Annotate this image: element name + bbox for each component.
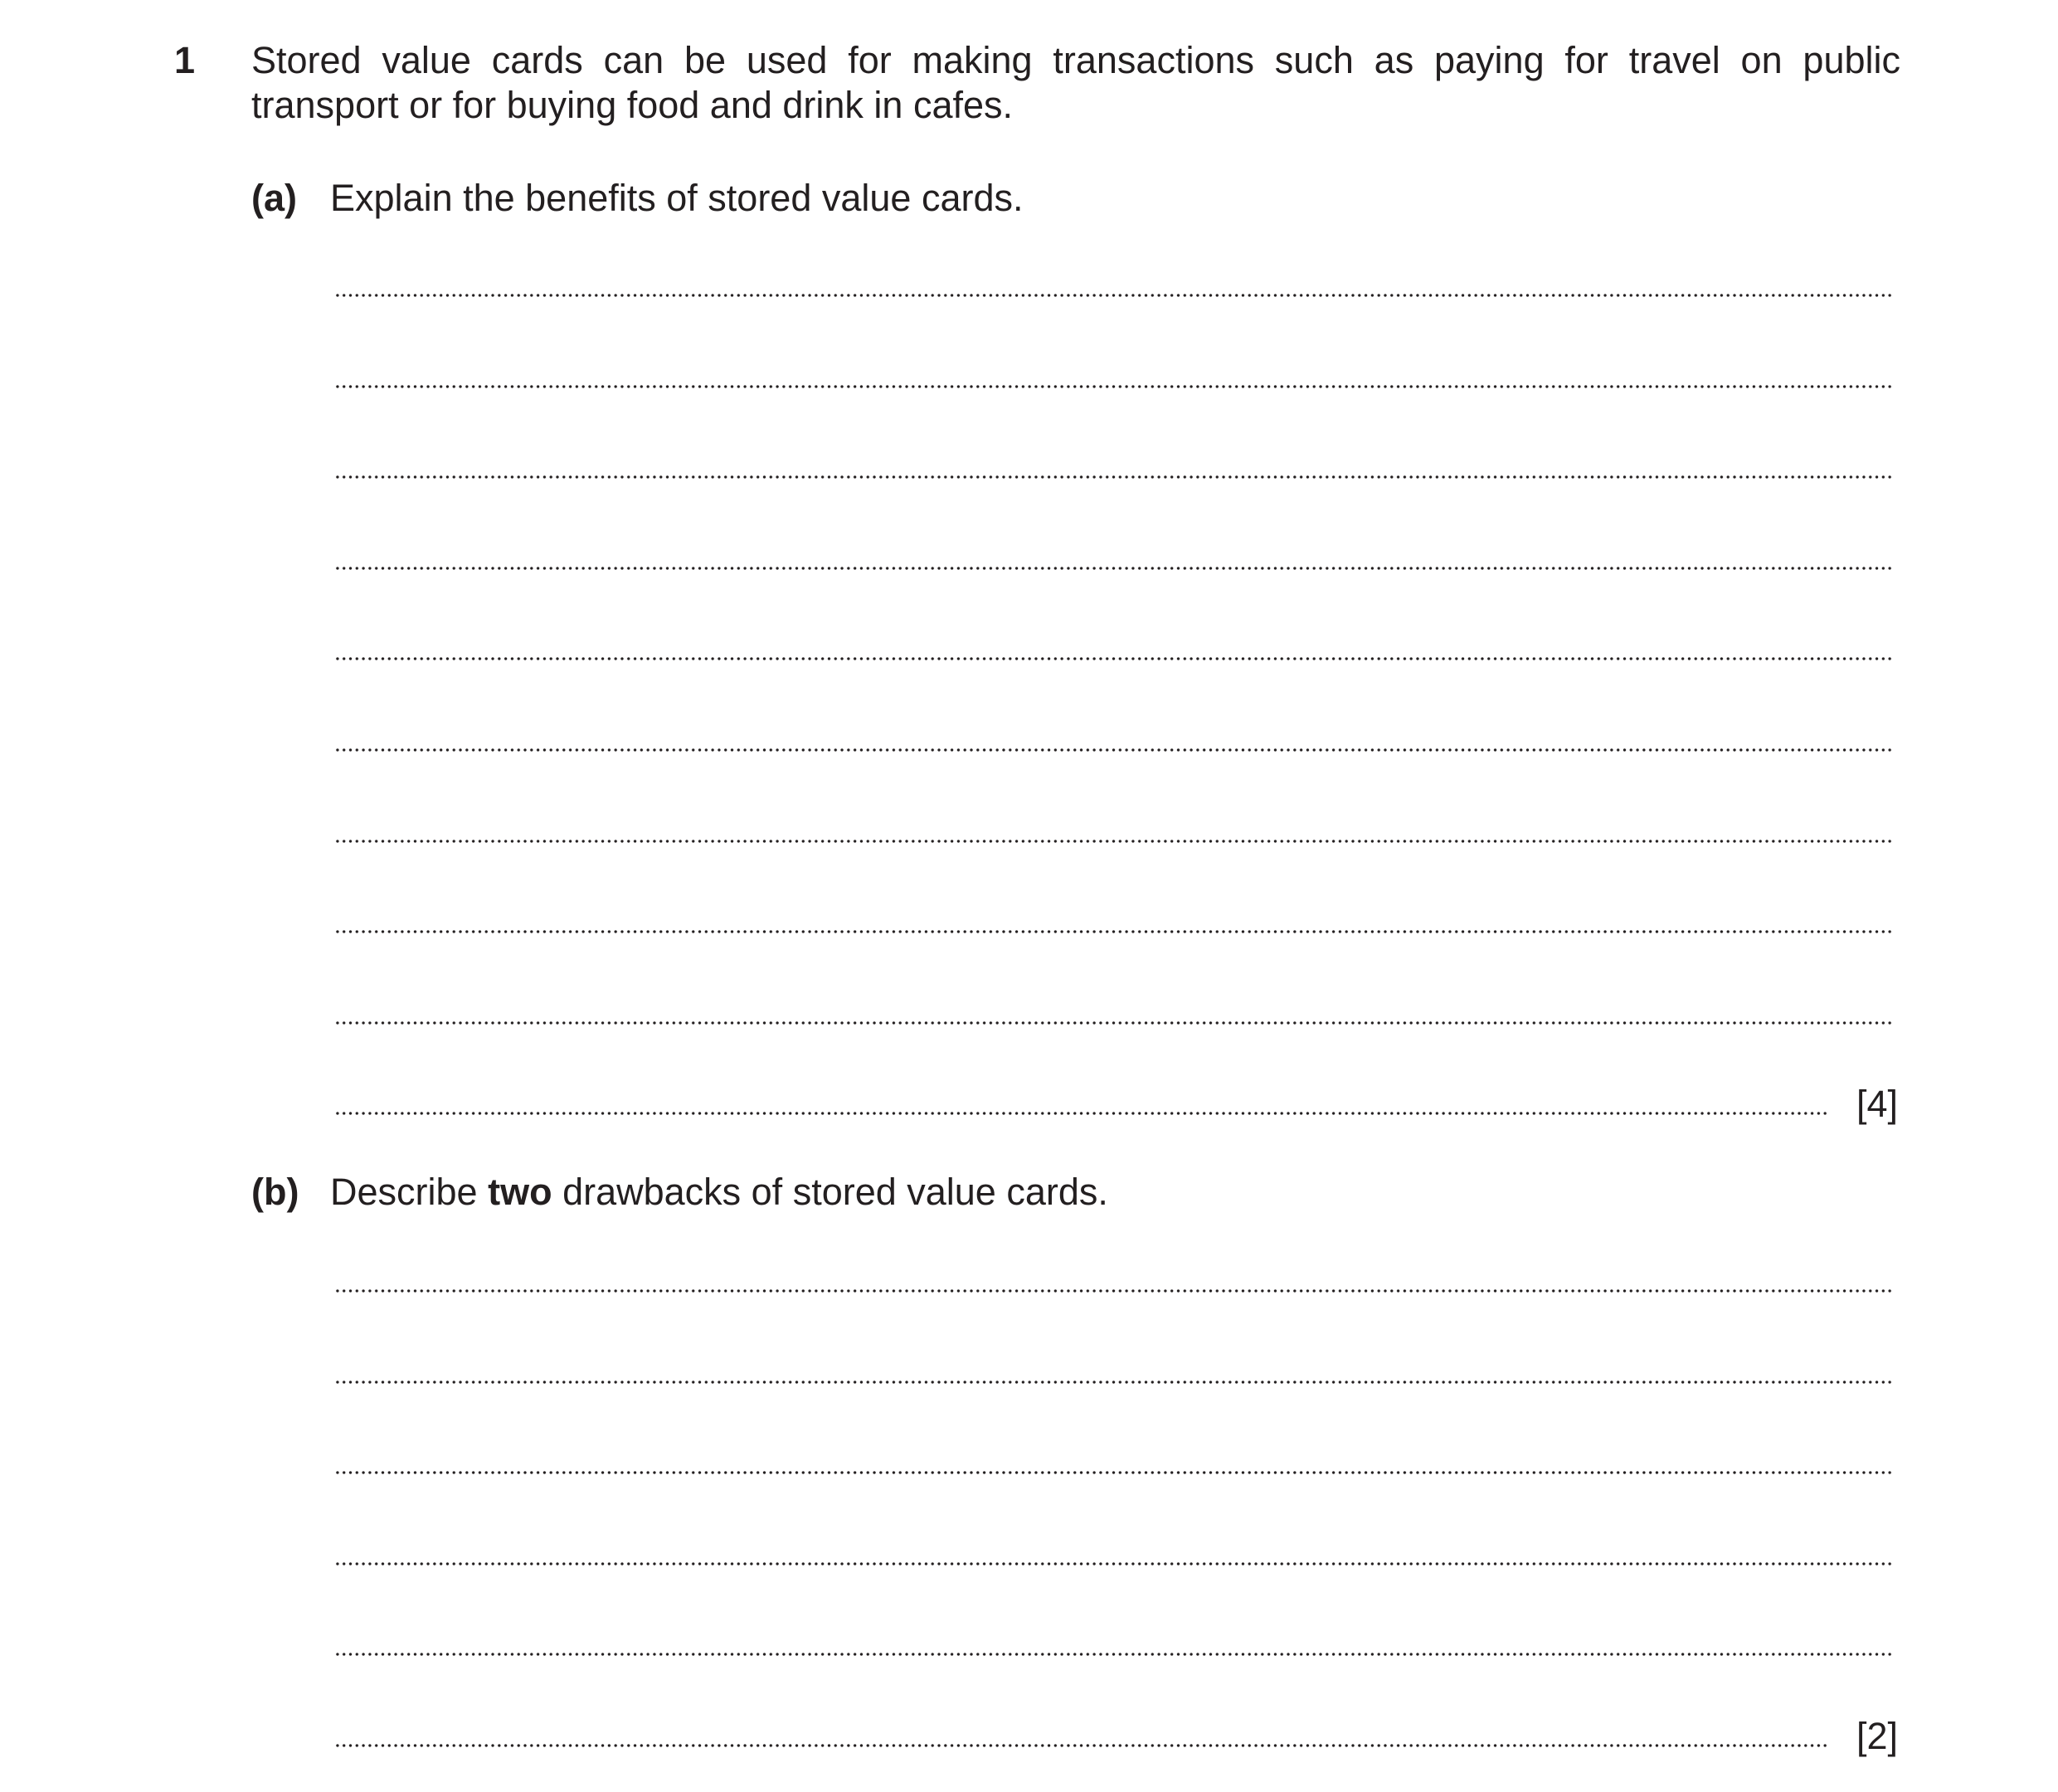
answer-line[interactable] — [334, 1653, 1894, 1656]
answer-line[interactable] — [334, 1562, 1894, 1566]
answer-line[interactable] — [334, 748, 1894, 752]
part-b-marks: [2] — [1856, 1715, 1898, 1757]
answer-line[interactable] — [334, 1471, 1894, 1474]
question-number: 1 — [174, 39, 196, 81]
answer-line[interactable] — [334, 1289, 1894, 1293]
answer-line[interactable] — [334, 1381, 1894, 1384]
part-b-prompt-emphasis: two — [488, 1171, 552, 1213]
answer-line[interactable] — [334, 840, 1894, 843]
answer-line[interactable] — [334, 1744, 1829, 1747]
part-b-prompt-start: Describe — [330, 1171, 489, 1213]
answer-line[interactable] — [334, 930, 1894, 933]
answer-line[interactable] — [334, 385, 1894, 388]
answer-line[interactable] — [334, 1112, 1829, 1115]
answer-line[interactable] — [334, 475, 1894, 479]
answer-line[interactable] — [334, 567, 1894, 570]
question-stem: Stored value cards can be used for making transactions such as paying for travel on public transport or for buying food and drink in cafes. — [251, 39, 1900, 126]
answer-line[interactable] — [334, 294, 1894, 297]
part-a-label: (a) — [251, 177, 297, 219]
answer-line[interactable] — [334, 657, 1894, 660]
answer-line[interactable] — [334, 1021, 1894, 1025]
part-b-label: (b) — [251, 1171, 299, 1213]
part-b-prompt — [330, 1170, 1108, 1215]
part-a-marks: [4] — [1856, 1083, 1898, 1125]
part-a-prompt: Explain the benefits of stored value cards. — [330, 177, 1024, 219]
part-b-prompt-end: drawbacks of stored value cards. — [552, 1171, 1108, 1213]
